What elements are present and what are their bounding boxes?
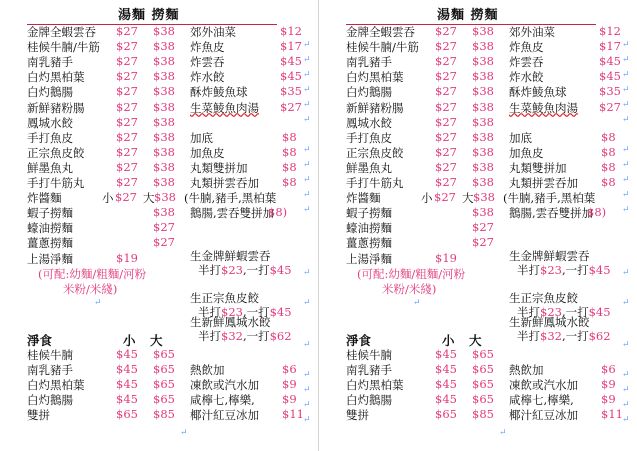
menu-page-right <box>319 0 637 451</box>
menu-item-name: 上湯淨麵 <box>27 251 73 266</box>
price-half: $23 <box>221 305 243 319</box>
pilcrow-mark: ↵ <box>303 415 311 425</box>
price-large: $65 <box>153 362 175 377</box>
menu-item-name: 桂候牛腩/牛筋 <box>346 40 419 55</box>
pilcrow-mark: ↵ <box>303 145 311 155</box>
menu-item-name: 正宗魚皮餃 <box>346 145 404 160</box>
menu-item-name: 手打魚皮 <box>27 130 73 145</box>
menu-item-name: 新鮮豬粉腸 <box>27 100 85 115</box>
price-small: $27 <box>116 144 138 159</box>
side-item-name: 炸雲吞 <box>509 55 544 70</box>
side-item-name: 炸水餃 <box>190 70 225 85</box>
price-large: $65 <box>472 362 494 377</box>
price-small: $27 <box>116 39 138 54</box>
price-separator: ,一打 <box>242 305 270 319</box>
price: $9 <box>282 392 297 407</box>
price-large: $38 <box>153 24 175 38</box>
price-large: $38 <box>472 24 494 38</box>
price: $8 <box>282 129 297 144</box>
pilcrow-mark: ↵ <box>622 70 630 80</box>
pilcrow-mark: ↵ <box>622 400 630 410</box>
price-separator: ,一打 <box>242 263 270 277</box>
menu-item-name: 桂候牛腩 <box>346 348 392 362</box>
menu-item-name: 手打牛筋丸 <box>27 176 85 190</box>
price-large: $85 <box>153 407 175 422</box>
menu-item-name: 蠔油撈麵 <box>27 221 73 236</box>
menu-item-name: 蝦子撈麵 <box>27 206 73 221</box>
price-separator: ,一打 <box>561 305 589 319</box>
addon-name: 加底 <box>509 130 532 145</box>
menu-item-name: 雙拼 <box>346 408 369 423</box>
price: $11 <box>601 407 623 422</box>
price-half: $32 <box>221 329 243 343</box>
side-item-name: 酥炸鯪魚球 <box>190 85 248 100</box>
noodle-options: (可配:幼麵/粗麵/河粉 <box>357 266 466 281</box>
noodle-options: 米粉/米綫) <box>382 281 437 296</box>
price-small: $27 <box>435 39 457 54</box>
menu-item-name: 白灼黑柏葉 <box>27 70 85 85</box>
price: $11 <box>282 407 304 422</box>
price-separator: ,一打 <box>561 263 589 277</box>
pilcrow-mark: ↵ <box>303 70 311 80</box>
menu-item-name: 蝦子撈麵 <box>346 206 392 221</box>
price: $27 <box>153 220 175 235</box>
price-small: $65 <box>435 407 457 422</box>
price-small: $27 <box>116 99 138 114</box>
price: $8 <box>601 159 616 174</box>
pilcrow-mark: ↵ <box>303 190 311 200</box>
menu-title: 湯麵 撈麵 <box>437 8 499 23</box>
price-large: $65 <box>153 377 175 392</box>
price: $19 <box>435 250 457 265</box>
price: $45 <box>599 69 621 84</box>
price-small: $27 <box>116 114 138 129</box>
price-small: $27 <box>116 159 138 174</box>
price: $8) <box>268 205 288 220</box>
menu-item-name: 南乳豬手 <box>27 55 73 70</box>
frozen-detail: 半打 <box>198 329 221 343</box>
price-small: $27 <box>435 144 457 159</box>
menu-item-name: 桂候牛腩/牛筋 <box>27 40 100 55</box>
menu-item-name: 白灼鵝腸 <box>27 393 73 408</box>
price-small: $65 <box>116 407 138 422</box>
price: $12 <box>599 24 621 38</box>
price: $27 <box>280 99 302 114</box>
pilcrow-mark: ↵ <box>622 175 630 185</box>
price: $45 <box>599 54 621 69</box>
addon-name: 丸類雙拼加 <box>509 160 567 175</box>
combo-note: 鵝腸,雲吞雙拼加 <box>190 206 275 221</box>
price-large: $65 <box>472 392 494 407</box>
menu-item-name: 鮮墨魚丸 <box>27 160 73 175</box>
menu-page-left <box>0 0 318 451</box>
price-large: $38 <box>153 129 175 144</box>
menu-item-name: 鳳城水餃 <box>346 115 392 130</box>
pilcrow-mark: ↵ <box>303 55 311 65</box>
price-large: $38 <box>153 175 175 189</box>
pilcrow-mark: ↵ <box>94 298 102 308</box>
addon-name: 丸類拼雲吞加 <box>509 176 578 190</box>
pilcrow-mark: ↵ <box>303 40 311 50</box>
drink-name: 椰汁紅豆冰加 <box>190 408 259 423</box>
frozen-detail: 半打 <box>517 329 540 343</box>
side-item-name: 炸雲吞 <box>190 55 225 70</box>
price-dozen: $45 <box>588 305 611 319</box>
pilcrow-mark: ↵ <box>622 55 630 65</box>
drink-name: 熱飲加 <box>190 363 225 377</box>
price-small: $27 <box>116 129 138 144</box>
pilcrow-mark: ↵ <box>499 428 507 438</box>
side-item-name: 郊外油菜 <box>190 25 236 39</box>
price: $8 <box>282 175 297 189</box>
price-small: $45 <box>435 362 457 377</box>
pilcrow-mark: ↵ <box>303 85 311 95</box>
frozen-detail: 半打 <box>517 305 540 319</box>
pilcrow-mark: ↵ <box>622 160 630 170</box>
side-item-name: 生菜鯪魚肉湯 <box>190 100 259 115</box>
addon-name: 加魚皮 <box>190 145 225 160</box>
small-heading: 小 <box>442 333 455 348</box>
side-item-name: 郊外油菜 <box>509 25 555 39</box>
menu-item-name: 白灼黑柏葉 <box>346 378 404 393</box>
menu-item-name: 炸醬麵 <box>27 191 62 206</box>
pilcrow-mark: ↵ <box>622 100 630 110</box>
large-heading: 大 <box>469 333 482 348</box>
frozen-item-name: 生正宗魚皮餃 <box>190 291 259 305</box>
price-small: $27 <box>115 190 137 205</box>
price-large: $65 <box>472 347 494 361</box>
side-item-name: 酥炸鯪魚球 <box>509 85 567 100</box>
price-small: $27 <box>435 129 457 144</box>
menu-item-name: 白灼鵝腸 <box>27 85 73 100</box>
price-large: $38 <box>472 144 494 159</box>
price: $6 <box>601 362 616 376</box>
price-half: $23 <box>540 305 562 319</box>
frozen-price-line <box>517 263 611 278</box>
pilcrow-mark: ↵ <box>622 205 630 215</box>
side-item-name: 炸魚皮 <box>190 40 225 55</box>
menu-title: 湯麵 撈麵 <box>118 8 180 23</box>
price-large: $38 <box>472 69 494 84</box>
addon-name: 丸類雙拼加 <box>190 160 248 175</box>
price-small: $27 <box>435 69 457 84</box>
price-large: $38 <box>472 39 494 54</box>
price: $12 <box>280 24 302 38</box>
drink-name: 椰汁紅豆冰加 <box>509 408 578 423</box>
pilcrow-mark: ↵ <box>303 160 311 170</box>
price: $27 <box>472 220 494 235</box>
frozen-item-name: 生正宗魚皮餃 <box>509 291 578 305</box>
price-dozen: $62 <box>269 329 292 343</box>
noodle-options: (可配:幼麵/粗麵/河粉 <box>38 266 147 281</box>
price-large: $38 <box>153 144 175 159</box>
menu-item-name: 新鮮豬粉腸 <box>346 100 404 115</box>
price-small: $27 <box>435 175 457 189</box>
price-small: $27 <box>116 24 138 38</box>
pilcrow-mark: ↵ <box>303 268 311 278</box>
price: $27 <box>472 235 494 250</box>
pilcrow-mark: ↵ <box>303 340 311 350</box>
menu-item-name: 正宗魚皮餃 <box>27 145 85 160</box>
price: $27 <box>153 235 175 250</box>
menu-item-name: 白灼黑柏葉 <box>27 378 85 393</box>
combo-note: (牛腩,豬手,黑柏葉 <box>184 191 277 206</box>
price-dozen: $45 <box>269 305 292 319</box>
price-large: $38 <box>472 114 494 129</box>
pilcrow-mark: ↵ <box>622 268 630 278</box>
price-small: $45 <box>435 347 457 361</box>
menu-item-name: 桂候牛腩 <box>27 348 73 362</box>
price-small: $27 <box>435 114 457 129</box>
menu-item-name: 鳳城水餃 <box>27 115 73 130</box>
menu-item-name: 白灼鵝腸 <box>346 393 392 408</box>
price: $17 <box>280 39 302 54</box>
pilcrow-mark: ↵ <box>303 385 311 395</box>
menu-item-name: 蠔油撈麵 <box>346 221 392 236</box>
price: $17 <box>599 39 621 54</box>
drink-name: 凍飲或汽水加 <box>190 378 259 393</box>
price: $35 <box>280 84 302 99</box>
price-small: $27 <box>435 24 457 38</box>
price-large: $38 <box>473 190 495 205</box>
price-large: $38 <box>153 39 175 54</box>
price-large: $65 <box>153 392 175 407</box>
pilcrow-mark: ↵ <box>180 428 188 438</box>
price: $8 <box>282 144 297 159</box>
noodle-options: 米粉/米綫) <box>63 281 118 296</box>
price-half: $23 <box>221 263 243 277</box>
large-heading: 大 <box>150 333 163 348</box>
pilcrow-mark: ↵ <box>622 40 630 50</box>
price-dozen: $45 <box>269 263 292 277</box>
price-large: $38 <box>472 54 494 69</box>
price-half: $23 <box>540 263 562 277</box>
pilcrow-mark: ↵ <box>622 190 630 200</box>
price-separator: ,一打 <box>242 329 270 343</box>
large-label: 大 <box>143 191 155 206</box>
price-small: $45 <box>116 347 138 361</box>
pilcrow-mark: ↵ <box>303 205 311 215</box>
pilcrow-mark: ↵ <box>622 298 630 308</box>
addon-name: 加底 <box>190 130 213 145</box>
price-large: $38 <box>472 175 494 189</box>
pilcrow-mark: ↵ <box>303 298 311 308</box>
frozen-detail: 半打 <box>517 263 540 277</box>
price: $8 <box>601 144 616 159</box>
drink-name: 凍飲或汽水加 <box>509 378 578 393</box>
frozen-detail: 半打 <box>198 305 221 319</box>
side-item-name: 炸水餃 <box>509 70 544 85</box>
menu-item-name: 南乳豬手 <box>27 363 73 378</box>
price-small: $45 <box>116 377 138 392</box>
price: $8 <box>601 129 616 144</box>
small-label: 小 <box>102 191 114 206</box>
menu-item-name: 炸醬麵 <box>346 191 381 206</box>
menu-item-name: 薑蔥撈麵 <box>27 236 73 251</box>
menu-item-name: 白灼鵝腸 <box>346 85 392 100</box>
price-large: $38 <box>153 114 175 129</box>
combo-note: 鵝腸,雲吞雙拼加 <box>509 206 594 221</box>
price-large: $38 <box>154 190 176 205</box>
pilcrow-mark: ↵ <box>622 415 630 425</box>
small-label: 小 <box>421 191 433 206</box>
large-label: 大 <box>462 191 474 206</box>
price-large: $65 <box>472 377 494 392</box>
menu-item-name: 上湯淨麵 <box>346 251 392 266</box>
price: $45 <box>280 54 302 69</box>
pilcrow-mark: ↵ <box>303 115 311 125</box>
pilcrow-mark: ↵ <box>622 85 630 95</box>
addon-name: 丸類拼雲吞加 <box>190 176 259 190</box>
price-large: $38 <box>472 129 494 144</box>
price-small: $27 <box>116 84 138 99</box>
price-half: $32 <box>540 329 562 343</box>
price-small: $27 <box>116 69 138 84</box>
menu-item-name: 金牌全蝦雲吞 <box>346 25 415 39</box>
price: $38 <box>472 205 494 220</box>
price-separator: ,一打 <box>561 329 589 343</box>
price: $45 <box>280 69 302 84</box>
frozen-price-line <box>198 329 292 344</box>
price-dozen: $62 <box>588 329 611 343</box>
frozen-price-line <box>517 329 611 344</box>
menu-item-name: 金牌全蝦雲吞 <box>27 25 96 39</box>
frozen-item-name: 生新鮮鳳城水餃 <box>509 315 590 329</box>
price-small: $45 <box>435 377 457 392</box>
price-large: $38 <box>472 159 494 174</box>
pilcrow-mark: ↵ <box>303 100 311 110</box>
pilcrow-mark: ↵ <box>303 175 311 185</box>
price-small: $27 <box>435 159 457 174</box>
pilcrow-mark: ↵ <box>622 340 630 350</box>
price-small: $45 <box>435 392 457 407</box>
combo-note: (牛腩,豬手,黑柏葉 <box>503 191 596 206</box>
menu-item-name: 南乳豬手 <box>346 363 392 378</box>
frozen-price-line <box>198 263 292 278</box>
drink-name: 熱飲加 <box>509 363 544 377</box>
frozen-item-name: 生新鮮鳳城水餃 <box>190 315 271 329</box>
price-large: $38 <box>153 99 175 114</box>
price: $9 <box>282 377 297 392</box>
section-heading: 淨食 <box>27 333 53 348</box>
price-large: $65 <box>153 347 175 361</box>
section-heading: 淨食 <box>346 333 372 348</box>
price: $6 <box>282 362 297 376</box>
pilcrow-mark: ↵ <box>622 385 630 395</box>
price-large: $38 <box>472 99 494 114</box>
pilcrow-mark: ↵ <box>303 400 311 410</box>
price: $38 <box>153 205 175 220</box>
price: $8 <box>282 159 297 174</box>
price-small: $27 <box>435 54 457 69</box>
price-dozen: $45 <box>588 263 611 277</box>
pilcrow-mark: ↵ <box>622 115 630 125</box>
menu-item-name: 手打牛筋丸 <box>346 176 404 190</box>
price: $9 <box>601 377 616 392</box>
drink-name: 咸檸七,檸樂, <box>509 393 574 408</box>
price: $27 <box>599 99 621 114</box>
menu-item-name: 雙拼 <box>27 408 50 423</box>
price: $8) <box>587 205 607 220</box>
price-large: $38 <box>153 69 175 84</box>
price-large: $85 <box>472 407 494 422</box>
menu-item-name: 南乳豬手 <box>346 55 392 70</box>
menu-item-name: 鮮墨魚丸 <box>346 160 392 175</box>
drink-name: 咸檸七,檸樂, <box>190 393 255 408</box>
pilcrow-mark: ↵ <box>303 370 311 380</box>
price-large: $38 <box>472 84 494 99</box>
price-small: $45 <box>116 392 138 407</box>
price: $35 <box>599 84 621 99</box>
price-small: $27 <box>116 175 138 189</box>
frozen-detail: 半打 <box>198 263 221 277</box>
price-large: $38 <box>153 54 175 69</box>
menu-item-name: 白灼黑柏葉 <box>346 70 404 85</box>
menu-item-name: 手打魚皮 <box>346 130 392 145</box>
pilcrow-mark: ↵ <box>622 145 630 155</box>
addon-name: 加魚皮 <box>509 145 544 160</box>
price: $19 <box>116 250 138 265</box>
frozen-item-name: 生金牌鮮蝦雲吞 <box>509 249 590 263</box>
frozen-item-name: 生金牌鮮蝦雲吞 <box>190 249 271 263</box>
price-small: $45 <box>116 362 138 377</box>
price-large: $38 <box>153 84 175 99</box>
menu-item-name: 薑蔥撈麵 <box>346 236 392 251</box>
price-large: $38 <box>153 159 175 174</box>
price-small: $27 <box>116 54 138 69</box>
side-item-name: 生菜鯪魚肉湯 <box>509 100 578 115</box>
price-small: $27 <box>435 84 457 99</box>
price: $9 <box>601 392 616 407</box>
pilcrow-mark: ↵ <box>413 298 421 308</box>
price: $8 <box>601 175 616 189</box>
small-heading: 小 <box>123 333 136 348</box>
price-small: $27 <box>435 99 457 114</box>
side-item-name: 炸魚皮 <box>509 40 544 55</box>
pilcrow-mark: ↵ <box>622 370 630 380</box>
price-small: $27 <box>434 190 456 205</box>
